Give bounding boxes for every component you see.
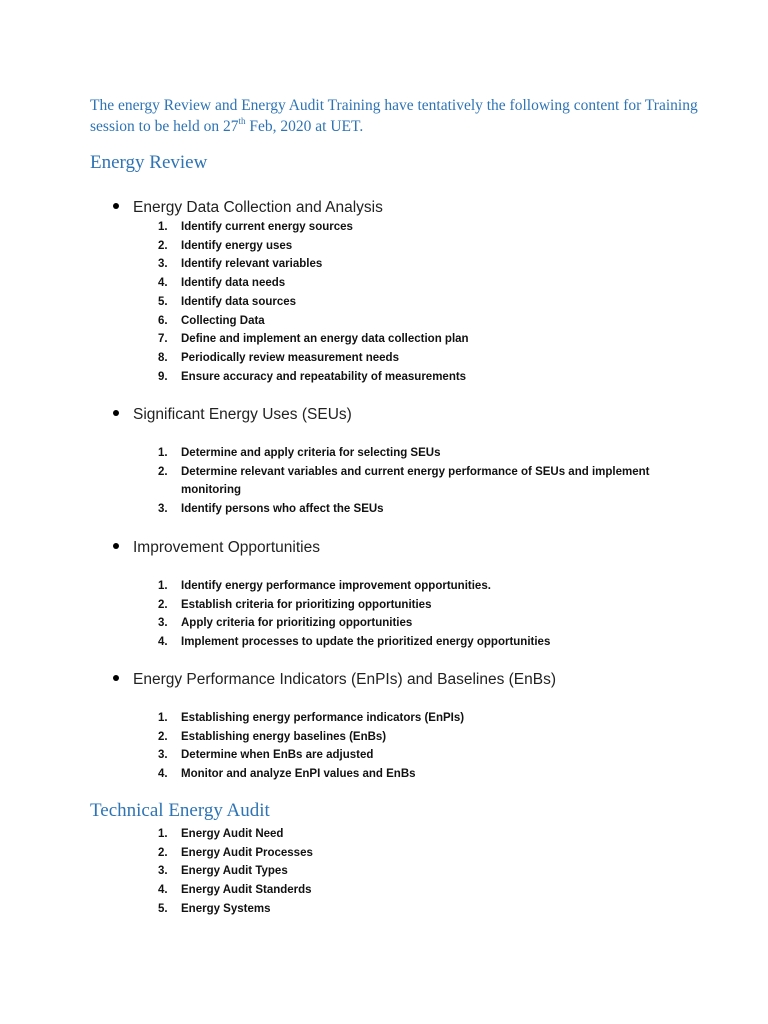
list-significant-energy-uses [0, 444, 681, 519]
intro-superscript: th [238, 115, 246, 126]
list-energy-data-collection [0, 218, 681, 386]
list-item: 4. Energy Audit Standerds [158, 884, 312, 897]
list-item: 1. Determine and apply criteria for selecting SEUs [158, 447, 441, 459]
list-item: 2. Establishing energy baselines (EnBs) [158, 730, 387, 743]
list-item: 3. Identify persons who affect the SEUs [158, 503, 384, 516]
bullet-dot-icon [113, 543, 119, 549]
list-technical-energy-audit [0, 825, 681, 919]
list-item: 6. Collecting Data [158, 314, 265, 327]
bullet-enpis-and-baselines [113, 671, 556, 689]
bullet-label: Significant Energy Uses (SEUs) [133, 406, 352, 423]
list-item: 3. Energy Audit Types [158, 865, 288, 878]
list-item: 3. Determine when EnBs are adjusted [158, 749, 374, 762]
list-item: 5. Energy Systems [158, 902, 271, 915]
intro-text-end: Feb, 2020 at UET. [245, 118, 364, 135]
list-item: 1. Identify current energy sources [158, 221, 353, 233]
list-item: 2. Determine relevant variables and current energy performance of SEUs and implement monitoring [158, 465, 650, 497]
bullet-label: Improvement Opportunities [133, 539, 320, 556]
list-item: 1. Establishing energy performance indicators (EnPIs) [158, 712, 465, 724]
list-item: 2. Identify energy uses [158, 239, 293, 252]
list-item: 2. Establish criteria for prioritizing opportunities [158, 598, 432, 611]
intro-paragraph [90, 95, 710, 137]
list-item: 3. Identify relevant variables [158, 258, 323, 271]
list-item: 4. Implement processes to update the prioritized energy opportunities [158, 636, 551, 649]
list-enpis-and-baselines [0, 709, 681, 784]
bullet-dot-icon [113, 410, 119, 416]
bullet-dot-icon [113, 675, 119, 681]
bullet-improvement-opportunities [113, 539, 320, 557]
intro-text: The energy Review and Energy Audit Training have tentatively the following content for Training session to be held on 27 [90, 97, 698, 135]
list-item: 2. Energy Audit Processes [158, 846, 313, 859]
list-item: 5. Identify data sources [158, 295, 297, 308]
list-item: 3. Apply criteria for prioritizing opportunities [158, 617, 413, 630]
heading-technical-energy-audit: Technical Energy Audit [90, 800, 270, 821]
list-improvement-opportunities [0, 577, 681, 652]
list-item: 1. Energy Audit Need [158, 828, 284, 840]
bullet-significant-energy-uses [113, 406, 352, 424]
list-item: 1. Identify energy performance improvement opportunities. [158, 580, 491, 592]
list-item: 4. Identify data needs [158, 277, 286, 290]
bullet-label: Energy Data Collection and Analysis [133, 199, 383, 216]
bullet-energy-data-collection [113, 199, 383, 217]
bullet-dot-icon [113, 203, 119, 209]
list-item: 4. Monitor and analyze EnPI values and EnBs [158, 768, 416, 781]
bullet-label: Energy Performance Indicators (EnPIs) and Baselines (EnBs) [133, 671, 556, 688]
list-item: 9. Ensure accuracy and repeatability of measurements [158, 370, 467, 383]
heading-energy-review: Energy Review [90, 152, 208, 173]
list-item: 8. Periodically review measurement needs [158, 351, 399, 364]
list-item: 7. Define and implement an energy data collection plan [158, 333, 469, 346]
